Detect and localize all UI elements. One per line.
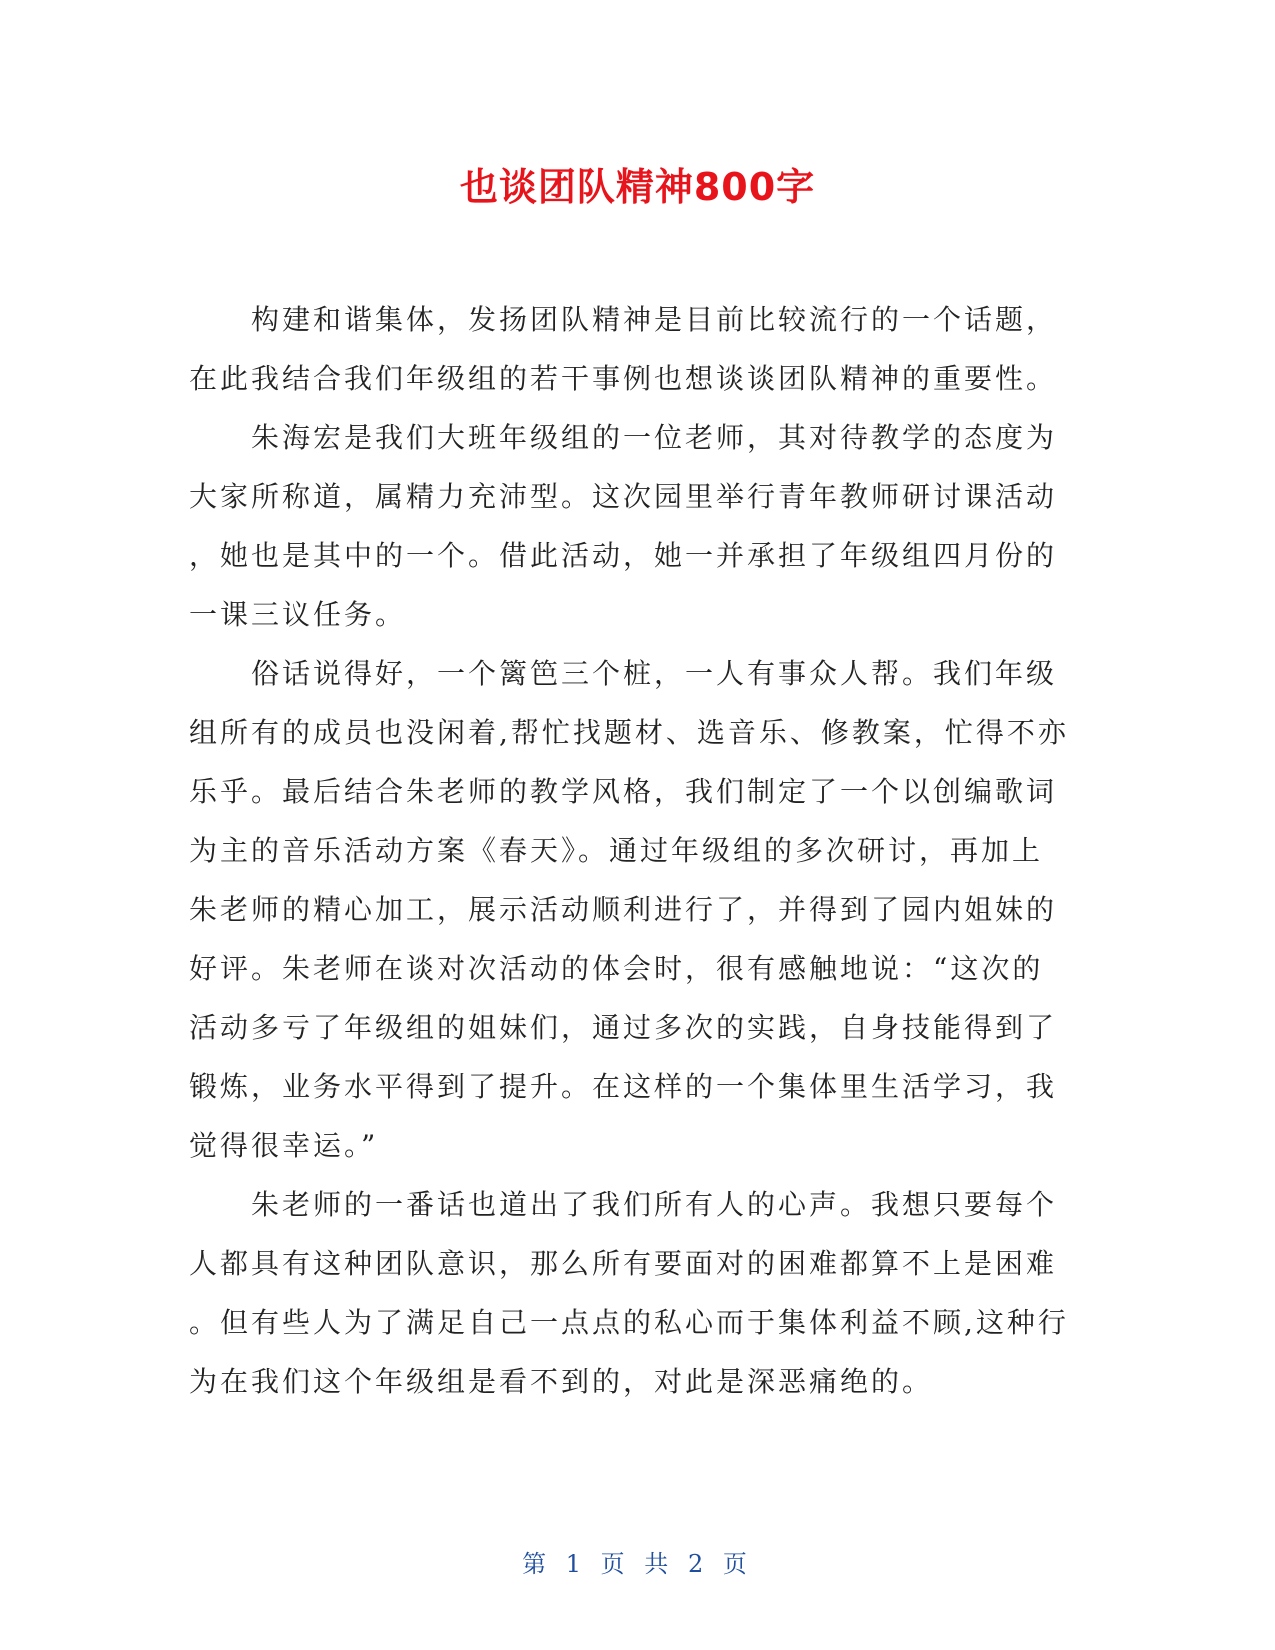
paragraph-3-line-4: 为主的音乐活动方案《春天》。通过年级组的多次研讨，再加上 [189,834,1044,867]
paragraph-3-line-2: 组所有的成员也没闲着,帮忙找题材、选音乐、修教案，忙得不亦 [189,716,1069,749]
document-body [189,290,1069,1411]
paragraph-3-line-5: 朱老师的精心加工，展示活动顺利进行了，并得到了园内姐妹的 [189,893,1058,926]
paragraph-4-line-1: 朱老师的一番话也道出了我们所有人的心声。我想只要每个 [251,1188,1058,1221]
paragraph-2-line-2: 大家所称道，属精力充沛型。这次园里举行青年教师研讨课活动 [189,480,1058,513]
document-title: 也谈团队精神800字 [459,165,816,209]
paragraph-2-line-3: ，她也是其中的一个。借此活动，她一并承担了年级组四月份的 [189,539,1058,572]
paragraph-4-line-3: 。但有些人为了满足自己一点点的私心而于集体利益不顾,这种行 [189,1306,1069,1339]
page-number-footer: 第 1 页 共 2 页 [522,1550,753,1578]
paragraph-3-line-9: 觉得很幸运。” [189,1129,379,1162]
paragraph-2-line-1: 朱海宏是我们大班年级组的一位老师，其对待教学的态度为 [251,421,1058,454]
paragraph-3-line-3: 乐乎。最后结合朱老师的教学风格，我们制定了一个以创编歌词 [189,775,1058,808]
paragraph-1-line-2: 在此我结合我们年级组的若干事例也想谈谈团队精神的重要性。 [189,362,1058,395]
paragraph-3-line-6: 好评。朱老师在谈对次活动的体会时，很有感触地说：“这次的 [189,952,1044,985]
paragraph-4-line-2: 人都具有这种团队意识，那么所有要面对的困难都算不上是困难 [189,1247,1058,1280]
paragraph-4-line-4: 为在我们这个年级组是看不到的，对此是深恶痛绝的。 [189,1365,934,1398]
paragraph-1-line-1: 构建和谐集体，发扬团队精神是目前比较流行的一个话题， [251,303,1058,336]
paragraph-2-line-4: 一课三议任务。 [189,598,407,631]
paragraph-3-line-1: 俗话说得好，一个篱笆三个桩，一人有事众人帮。我们年级 [251,657,1058,690]
paragraph-3-line-7: 活动多亏了年级组的姐妹们，通过多次的实践，自身技能得到了 [189,1011,1058,1044]
paragraph-3-line-8: 锻炼，业务水平得到了提升。在这样的一个集体里生活学习，我 [189,1070,1058,1103]
